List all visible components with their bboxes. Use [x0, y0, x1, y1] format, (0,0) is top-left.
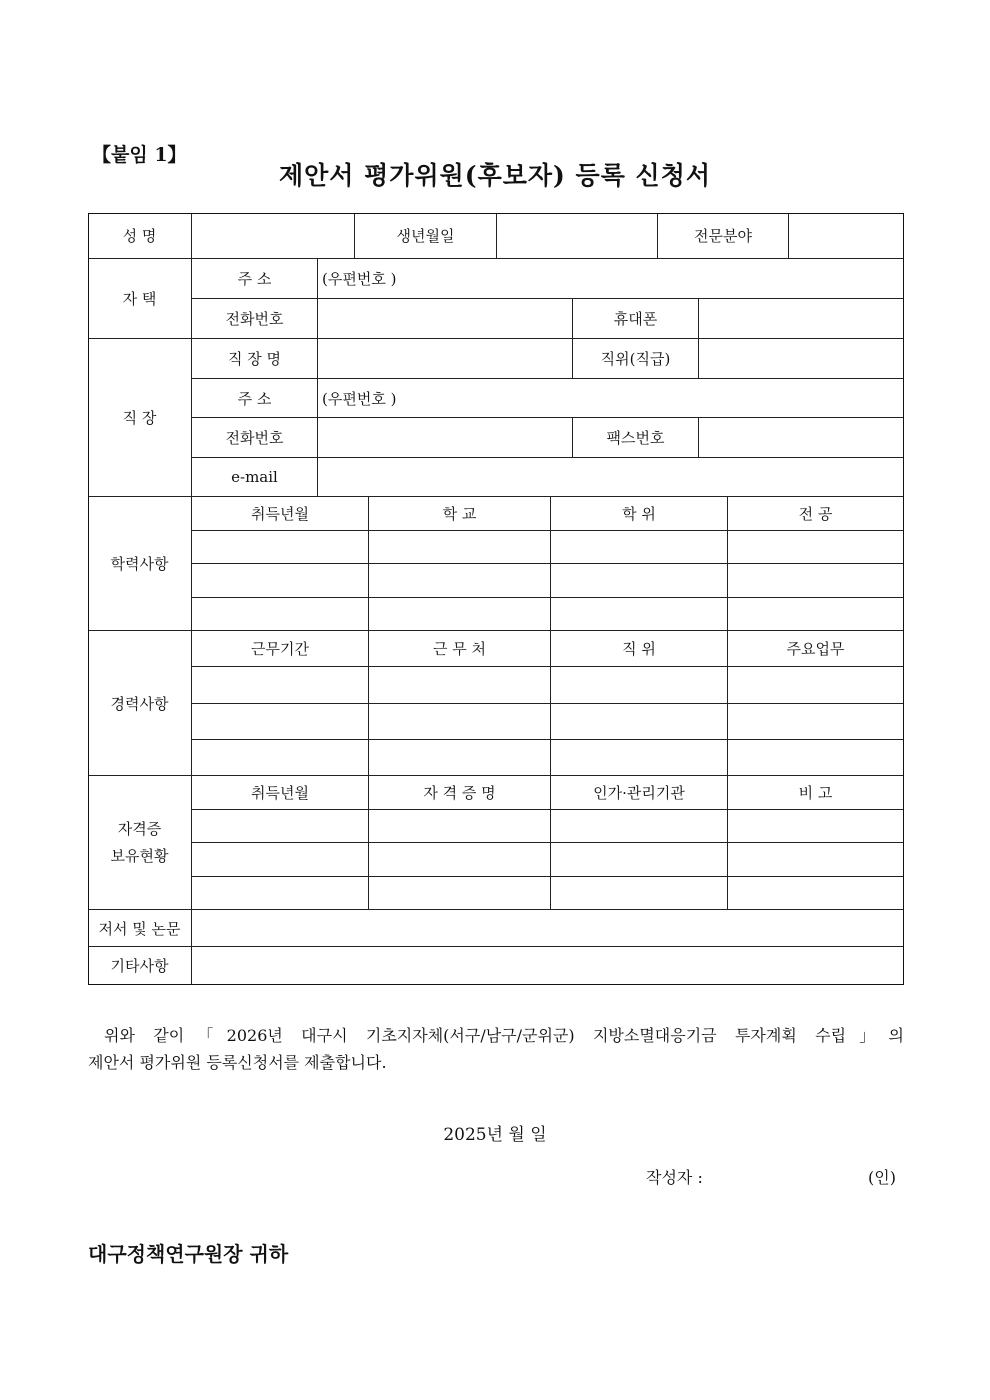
workplace-label: 직 장 명: [192, 339, 318, 379]
certificate-header: 비 고: [728, 776, 904, 810]
other-label: 기타사항: [88, 947, 192, 985]
education-cell[interactable]: [192, 531, 369, 564]
certificate-header: 자 격 증 명: [369, 776, 551, 810]
certificate-header: 취득년월: [192, 776, 369, 810]
email-input[interactable]: [318, 458, 904, 497]
education-cell[interactable]: [728, 564, 904, 598]
birth-label: 생년월일: [355, 213, 497, 259]
career-cell[interactable]: [728, 740, 904, 776]
education-header: 취득년월: [192, 497, 369, 531]
career-header: 근무기간: [192, 631, 369, 667]
certificate-cell[interactable]: [192, 810, 369, 843]
career-cell[interactable]: [728, 704, 904, 740]
education-cell[interactable]: [551, 564, 728, 598]
publications-input[interactable]: [192, 910, 904, 947]
work-address-input[interactable]: (우편번호 ): [318, 379, 904, 418]
home-address-label: 주 소: [192, 259, 318, 299]
statement-paragraph: [88, 1022, 904, 1076]
mobile-label: 휴대폰: [573, 299, 699, 339]
publications-label: 저서 및 논문: [88, 910, 192, 947]
education-cell[interactable]: [192, 598, 369, 631]
certificate-label: [88, 776, 192, 910]
email-label: e-mail: [192, 458, 318, 497]
addressee: 대구정책연구원장 귀하: [88, 1242, 289, 1266]
name-label: 성 명: [88, 213, 192, 259]
certificate-cell[interactable]: [192, 877, 369, 910]
education-cell[interactable]: [369, 598, 551, 631]
fax-input[interactable]: [699, 418, 904, 458]
career-cell[interactable]: [192, 704, 369, 740]
certificate-cell[interactable]: [551, 810, 728, 843]
career-header: 근 무 처: [369, 631, 551, 667]
career-cell[interactable]: [192, 740, 369, 776]
registration-form-table: [88, 213, 904, 985]
career-label: 경력사항: [88, 631, 192, 776]
certificate-cell[interactable]: [192, 843, 369, 877]
workplace-input[interactable]: [318, 339, 573, 379]
education-cell[interactable]: [728, 598, 904, 631]
education-cell[interactable]: [192, 564, 369, 598]
work-phone-label: 전화번호: [192, 418, 318, 458]
career-cell[interactable]: [369, 740, 551, 776]
career-cell[interactable]: [369, 704, 551, 740]
home-label: 자 택: [88, 259, 192, 339]
career-header: 직 위: [551, 631, 728, 667]
home-address-input[interactable]: (우편번호 ): [318, 259, 904, 299]
field-input[interactable]: [789, 213, 904, 259]
fax-label: 팩스번호: [573, 418, 699, 458]
seal-mark: (인): [868, 1168, 896, 1187]
mobile-input[interactable]: [699, 299, 904, 339]
certificate-cell[interactable]: [728, 877, 904, 910]
work-phone-input[interactable]: [318, 418, 573, 458]
education-cell[interactable]: [728, 531, 904, 564]
certificate-label-line2: 보유현황: [110, 846, 169, 865]
certificate-cell[interactable]: [369, 810, 551, 843]
writer-label: 작성자 :: [646, 1168, 703, 1187]
work-label: 직 장: [88, 339, 192, 497]
education-cell[interactable]: [369, 564, 551, 598]
home-phone-label: 전화번호: [192, 299, 318, 339]
statement-line-2: 제안서 평가위원 등록신청서를 제출합니다.: [88, 1053, 387, 1072]
career-header: 주요업무: [728, 631, 904, 667]
education-cell[interactable]: [369, 531, 551, 564]
certificate-cell[interactable]: [369, 877, 551, 910]
submission-date: 2025년 월 일: [443, 1125, 547, 1145]
name-input[interactable]: [192, 213, 355, 259]
career-cell[interactable]: [551, 667, 728, 704]
career-cell[interactable]: [551, 740, 728, 776]
education-cell[interactable]: [551, 531, 728, 564]
attachment-label: 【붙임 1】: [92, 144, 187, 166]
career-cell[interactable]: [728, 667, 904, 704]
education-header: 전 공: [728, 497, 904, 531]
field-label: 전문분야: [658, 213, 789, 259]
certificate-cell[interactable]: [369, 843, 551, 877]
career-cell[interactable]: [551, 704, 728, 740]
education-cell[interactable]: [551, 598, 728, 631]
education-header: 학 위: [551, 497, 728, 531]
statement-line-1: 위와 같이「2026년 대구시 기초지자체(서구/남구/군위군) 지방소멸대응기금 투자계획 수립」의: [104, 1026, 904, 1045]
career-cell[interactable]: [192, 667, 369, 704]
certificate-cell[interactable]: [551, 877, 728, 910]
education-label: 학력사항: [88, 497, 192, 631]
other-input[interactable]: [192, 947, 904, 985]
home-phone-input[interactable]: [318, 299, 573, 339]
form-title: 제안서 평가위원(후보자) 등록 신청서: [278, 161, 712, 190]
certificate-label-line1: 자격증: [117, 819, 162, 838]
certificate-cell[interactable]: [728, 810, 904, 843]
certificate-cell[interactable]: [728, 843, 904, 877]
work-address-label: 주 소: [192, 379, 318, 418]
certificate-cell[interactable]: [551, 843, 728, 877]
position-input[interactable]: [699, 339, 904, 379]
birth-input[interactable]: [497, 213, 658, 259]
education-header: 학 교: [369, 497, 551, 531]
career-cell[interactable]: [369, 667, 551, 704]
certificate-header: 인가·관리기관: [551, 776, 728, 810]
position-label: 직위(직급): [573, 339, 699, 379]
